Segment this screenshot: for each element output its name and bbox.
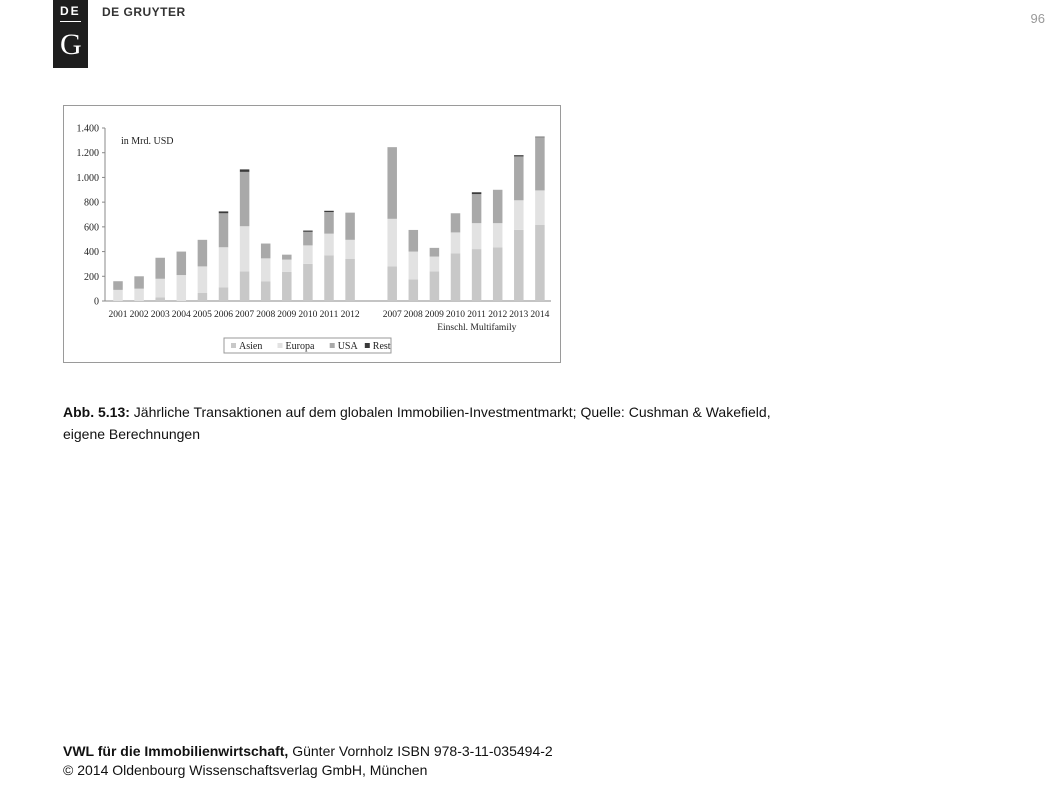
x-tick-label: 2006 xyxy=(214,310,233,320)
y-tick-label: 200 xyxy=(84,271,99,283)
x-tick-label: 2012 xyxy=(340,310,360,320)
bar-segment-europa xyxy=(113,290,123,301)
legend-swatch xyxy=(330,343,335,348)
x-tick-label: 2001 xyxy=(108,310,128,320)
footer-book-title: VWL für die Immobilienwirtschaft, xyxy=(63,743,289,759)
bar-segment-usa xyxy=(134,276,144,288)
bar-segment-asien xyxy=(261,281,271,301)
caption-text-line2: eigene Berechnungen xyxy=(63,426,201,442)
y-tick-label: 800 xyxy=(84,197,99,209)
bar-segment-rest xyxy=(535,137,545,138)
footer-copyright: © 2014 Oldenbourg Wissenschaftsverlag GmbH, München xyxy=(63,762,428,778)
bar-segment-europa xyxy=(134,289,144,301)
bar-segment-asien xyxy=(345,259,355,301)
bar-segment-europa xyxy=(451,232,461,253)
bar-segment-usa xyxy=(493,190,503,223)
bar-segment-europa xyxy=(535,190,545,225)
x-tick-label: 2011 xyxy=(467,310,486,320)
page-number: 96 xyxy=(1030,11,1045,26)
group-label: Einschl. Multifamily xyxy=(437,323,517,333)
caption-text: Jährliche Transaktionen auf dem globalen Immobilien-Investmentmarkt; Quelle: Cushman & Wakefield, xyxy=(133,404,771,420)
publisher-logo xyxy=(53,0,88,68)
bar-segment-asien xyxy=(387,266,397,301)
unit-label: in Mrd. USD xyxy=(121,136,174,147)
bar-segment-usa xyxy=(282,255,292,260)
bar-segment-asien xyxy=(155,297,165,301)
publisher-name: DE GRUYTER xyxy=(102,5,186,19)
bar-segment-asien xyxy=(514,230,524,301)
bar-segment-usa xyxy=(514,156,524,200)
caption-label: Abb. 5.13: xyxy=(63,404,130,420)
bar-segment-europa xyxy=(493,223,503,247)
logo-divider xyxy=(60,21,81,22)
x-tick-label: 2010 xyxy=(298,310,318,320)
bar-segment-usa xyxy=(261,244,271,259)
y-tick-label: 600 xyxy=(84,222,99,234)
bar-segment-asien xyxy=(430,271,440,301)
bar-segment-usa xyxy=(240,172,250,226)
chart-frame xyxy=(63,105,561,363)
bar-segment-asien xyxy=(472,249,482,301)
bar-segment-usa xyxy=(451,213,461,232)
y-tick-label: 400 xyxy=(84,247,99,259)
y-tick-label: 1.200 xyxy=(76,148,99,160)
bar-segment-usa xyxy=(303,232,313,246)
bar-segment-europa xyxy=(514,200,524,230)
footer-book-info: Günter Vornholz ISBN 978-3-11-035494-2 xyxy=(292,743,553,759)
bar-segment-usa xyxy=(430,248,440,257)
bar-segment-europa xyxy=(430,257,440,272)
x-tick-label: 2009 xyxy=(277,310,297,320)
y-tick-label: 0 xyxy=(94,296,99,308)
x-tick-label: 2011 xyxy=(319,310,339,320)
bar-segment-asien xyxy=(303,264,313,301)
x-tick-label: 2012 xyxy=(488,310,508,320)
logo-g-text: G xyxy=(60,28,82,61)
x-tick-label: 2004 xyxy=(171,310,191,320)
x-tick-label: 2007 xyxy=(235,310,255,320)
x-tick-label: 2007 xyxy=(382,310,402,320)
x-tick-label: 2008 xyxy=(256,310,276,320)
legend-label: USA xyxy=(337,341,358,352)
bar-segment-usa xyxy=(324,212,334,234)
bar-segment-rest xyxy=(240,169,250,171)
bar-segment-rest xyxy=(324,211,334,212)
legend-label: Europa xyxy=(285,341,315,352)
page-footer xyxy=(63,742,553,780)
bar-segment-usa xyxy=(113,281,123,290)
stacked-bar-chart xyxy=(64,106,560,362)
bar-segment-usa xyxy=(219,213,229,247)
bar-segment-asien xyxy=(493,247,503,301)
bar-segment-europa xyxy=(345,240,355,259)
x-tick-label: 2010 xyxy=(446,310,465,320)
bar-segment-europa xyxy=(472,223,482,249)
bar-segment-asien xyxy=(240,271,250,301)
x-tick-label: 2014 xyxy=(530,310,550,320)
bar-segment-europa xyxy=(155,279,165,298)
x-tick-label: 2002 xyxy=(129,310,149,320)
bar-segment-usa xyxy=(345,213,355,240)
bar-segment-europa xyxy=(219,247,229,287)
bar-segment-europa xyxy=(177,275,187,301)
bar-segment-asien xyxy=(324,255,334,301)
bar-segment-usa xyxy=(198,240,208,267)
bar-segment-usa xyxy=(387,147,397,219)
x-tick-label: 2009 xyxy=(424,310,444,320)
bar-segment-rest xyxy=(514,155,524,156)
bar-segment-usa xyxy=(472,194,482,223)
bar-segment-asien xyxy=(282,272,292,301)
bar-segment-usa xyxy=(535,137,545,190)
y-tick-label: 1.000 xyxy=(76,172,99,184)
bar-segment-asien xyxy=(409,279,419,301)
bar-segment-rest xyxy=(303,231,313,232)
x-tick-label: 2005 xyxy=(192,310,212,320)
bar-segment-asien xyxy=(219,287,229,301)
bar-segment-europa xyxy=(282,260,292,272)
bar-segment-europa xyxy=(261,258,271,281)
bar-segment-europa xyxy=(240,226,250,271)
bar-segment-europa xyxy=(303,245,313,264)
footer-book-line xyxy=(63,742,553,761)
legend-swatch xyxy=(231,343,236,348)
legend-label: Rest xyxy=(372,341,391,352)
y-tick-label: 1.400 xyxy=(76,123,99,135)
bar-segment-europa xyxy=(324,234,334,256)
legend-swatch xyxy=(278,343,283,348)
legend-swatch xyxy=(365,343,370,348)
bar-segment-usa xyxy=(177,252,187,275)
bar-segment-europa xyxy=(387,219,397,267)
bar-segment-europa xyxy=(198,266,208,293)
bar-segment-usa xyxy=(409,230,419,252)
bar-segment-asien xyxy=(535,225,545,301)
x-tick-label: 2003 xyxy=(150,310,170,320)
figure-caption xyxy=(63,401,903,445)
legend-label: Asien xyxy=(239,341,263,352)
x-tick-label: 2008 xyxy=(403,310,423,320)
bar-segment-usa xyxy=(155,258,165,279)
logo-de-text: DE xyxy=(60,4,81,18)
bar-segment-asien xyxy=(451,253,461,301)
bar-segment-rest xyxy=(219,211,229,213)
x-tick-label: 2013 xyxy=(509,310,529,320)
bar-segment-europa xyxy=(409,252,419,280)
bar-segment-asien xyxy=(198,293,208,301)
bar-segment-rest xyxy=(472,192,482,194)
